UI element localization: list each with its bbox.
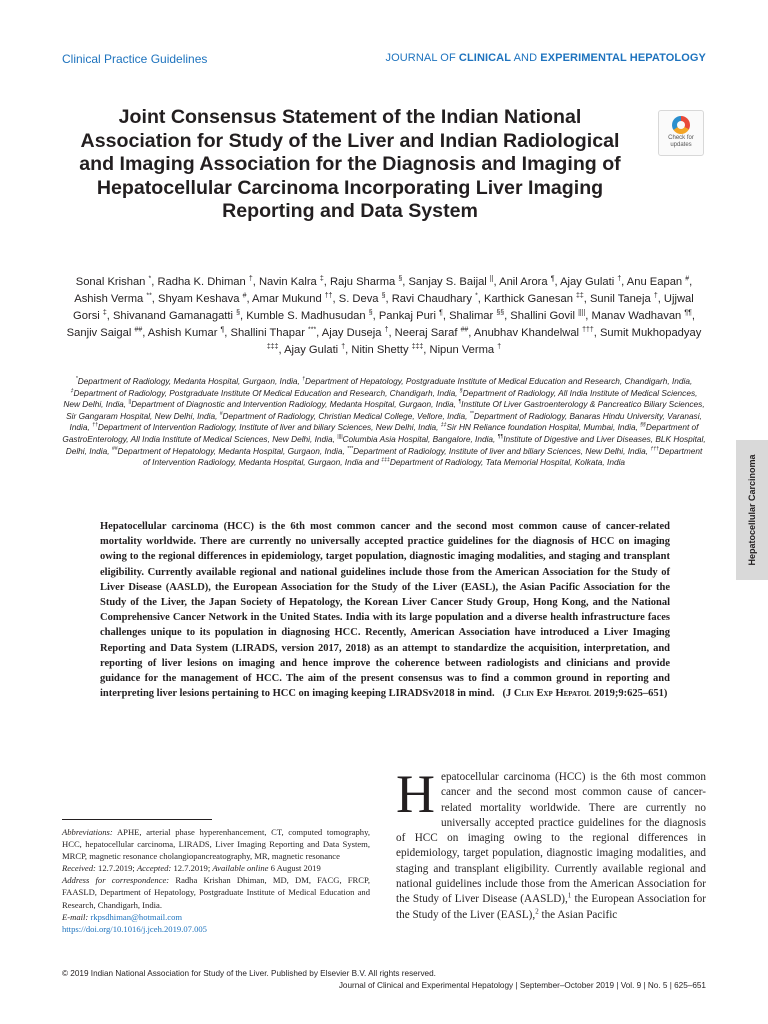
author-name[interactable]: Shivanand Gamanagatti [112,310,234,322]
affiliation-mark: ¶ [458,399,462,406]
author-affiliation-mark: ¶ [439,309,443,317]
author-affiliation-mark: † [341,343,346,351]
author-affiliation-mark: § [398,275,403,283]
author-entry [157,276,252,288]
affiliation-text: Department of Intervention Radiology, Institute of liver and biliary Sciences, New Delhi, India, [97,422,441,433]
author-entry [408,276,493,288]
affiliation-entry [112,446,347,456]
author-entry [510,310,585,322]
author-name[interactable]: Pankaj Puri [378,310,437,322]
author-affiliation-mark: * [475,292,478,300]
email-note [62,911,370,923]
author-entry [330,276,402,288]
author-entry [339,293,386,305]
affiliation-mark: || [128,399,132,406]
author-entry [627,276,689,288]
email-label: E-mail: [62,911,89,922]
affiliation-entry [441,422,640,432]
journal-name-prefix: JOURNAL OF [385,52,459,64]
author-entry [259,276,324,288]
author-affiliation-mark: ‡ [102,309,107,317]
author-affiliation-mark: † [384,326,389,334]
author-affiliation-mark: † [653,292,658,300]
author-entry [484,293,584,305]
author-affiliation-mark: # [242,292,247,300]
affiliation-mark: ††† [650,445,659,452]
online-label: Available online [212,863,269,874]
author-name[interactable]: Sanjay S. Baijal [408,276,487,288]
author-name[interactable]: Shyam Keshava [158,293,240,305]
author-entry [499,276,554,288]
affiliation-mark: ** [469,411,474,418]
author-name[interactable]: Anubhav Khandelwal [473,327,580,339]
copyright-notice: © 2019 Indian National Association for Study of the Liver. Published by Elsevier B.V. All rights reserved. [62,969,436,978]
affiliation-text: Sir HN Reliance foundation Hospital, Mumbai, India, [446,422,641,433]
author-affiliation-mark: ¶ [220,326,225,334]
author-affiliation-mark: * [148,275,152,283]
received-label: Received: [62,863,96,874]
affiliation-mark: § [459,387,463,394]
author-affiliation-mark: ¶ [550,275,555,283]
correspondence-note [62,874,370,910]
affiliation-mark: |||| [337,434,343,441]
email-link[interactable]: rkpsdhiman@hotmail.com [88,911,183,922]
author-name[interactable]: Navin Kalra [258,276,317,288]
abstract-citation: (J Clin Exp Hepatol 2019;9:625–651) [502,688,668,700]
journal-name-bold-1: CLINICAL [458,52,512,64]
affiliation-text: Department of GastroEnterology, All India Institute of Medical Sciences, New Delhi, India, [62,422,699,444]
author-affiliation-mark: ‡‡‡ [266,343,279,351]
author-name[interactable]: Manav Wadhavan [591,310,682,322]
author-entry [67,327,143,339]
affiliation-entry [128,399,458,409]
author-affiliation-mark: || [489,275,494,283]
author-entry [113,310,240,322]
author-name[interactable]: Radha K. Dhiman [157,276,246,288]
affiliation-text: Department of Diagnostic and Intervention Radiology, Medanta Hospital, Gurgaon, India, [131,399,459,410]
author-name[interactable]: Shallini Govil [510,310,575,322]
author-name[interactable]: Amar Mukund [252,293,322,305]
author-affiliation-mark: § [236,309,240,317]
affiliation-entry [347,446,650,456]
author-affiliation-mark: # [685,275,690,283]
author-affiliation-mark: |||| [578,309,586,317]
side-tab-label: Hepatocellular Carcinoma [747,454,757,566]
check-updates-line2: updates [670,141,692,148]
footnotes [62,826,370,935]
check-for-updates-button[interactable] [658,110,704,156]
affiliation-text: Columbia Asia Hospital, Bangalore, India, [342,433,498,444]
author-entry [148,327,224,339]
author-name[interactable]: Ashish Kumar [147,327,218,339]
abbreviations-text: APHE, arterial phase hyperenhancement, CT, computed tomography, HCC, hepatocellular carcinoma, LIRADS, Liver Imaging Reporting and Data System, MRCP, magnetic resonance cholangiopancreatography, MR, magnetic resonance [62,827,370,862]
author-entry [158,293,246,305]
section-label: Clinical Practice Guidelines [62,52,208,66]
author-entry [74,293,152,305]
affiliation-text: Department of Hepatology, Postgraduate Institute of Medical Education and Research, Chandigarh, India, [305,376,693,386]
affiliation-entry [71,388,460,398]
author-affiliation-mark: ‡‡ [576,292,584,300]
author-entry [284,344,345,356]
affiliation-text: Department of Radiology, Postgraduate Institute Of Medical Education and Research, Chandigarh, India, [73,387,460,398]
affiliation-mark: † [302,376,306,383]
check-updates-line1: Check for [668,135,694,141]
affiliation-mark: # [219,411,223,418]
author-name[interactable]: Nipun Verma [429,344,495,356]
author-affiliation-mark: † [248,275,253,283]
accepted-date: 12.7.2019; [171,863,213,874]
author-affiliation-mark: ‡ [319,275,324,283]
affiliation-text: Institute of Digestive and Liver Diseases, BLK Hospital, Delhi, India, [65,433,706,456]
author-affiliation-mark: § [381,292,386,300]
section-side-tab [736,440,768,580]
author-entry [379,310,443,322]
footnote-divider [62,819,212,820]
author-affiliation-mark: § [368,309,373,317]
author-entry [392,293,478,305]
affiliation-mark: ¶¶ [497,434,504,441]
affiliation-entry [337,434,497,444]
author-entry [592,310,692,322]
article-title: Joint Consensus Statement of the Indian National Association for Study of the Liver and Indian Radiological and Imaging Association for the Diagnosis and Imaging of Hepatocellular Carcinoma Incorporating Liver Imaging Reporting and Data System [79,106,621,222]
author-name[interactable]: Shallini Thapar [230,327,305,339]
author-name[interactable]: Sanjiv Saigal [66,327,132,339]
abstract [100,519,670,701]
author-entry [474,327,594,339]
received-date: 12.7.2019; [95,863,137,874]
author-name[interactable]: Raju Sharma [329,276,396,288]
affiliation-text: Department of Radiology, Banaras Hindu University, Varanasi, India, [69,410,702,433]
affiliation-entry [76,376,302,386]
author-name[interactable]: Nitin Shetty [351,344,409,356]
author-name[interactable]: Shalimar [449,310,494,322]
author-entry [76,276,151,288]
journal-name [386,52,707,64]
author-affiliation-mark: *** [308,326,317,334]
reference-link-1[interactable]: 1 [567,891,572,900]
drop-cap: H [396,764,435,824]
affiliation-text: Department of Hepatology, Medanta Hospital, Gurgaon, India, [117,445,348,456]
author-name[interactable]: Ravi Chaudhary [391,293,472,305]
author-entry [449,310,504,322]
affiliation-mark: ‡ [70,387,74,394]
author-name[interactable]: Kumble S. Madhusudan [246,310,366,322]
author-affiliation-mark: ¶¶ [684,309,692,317]
body-paragraph-part-2: the European Association for the Study of the Liver (EASL), [396,893,706,921]
affiliation-text: Department of Radiology, Christian Medical College, Vellore, India, [222,410,470,421]
crossmark-icon [672,116,690,134]
author-name[interactable]: Sumit Mukhopadyay [599,327,702,339]
affiliation-mark: *** [347,445,354,452]
footer-citation: Journal of Clinical and Experimental Hepatology | September–October 2019 | Vol. 9 | No. 5 | 625–651 [338,981,706,990]
author-name[interactable]: Sonal Krishan [75,276,146,288]
affiliation-mark: * [75,376,78,383]
author-affiliation-mark: † [497,343,502,351]
author-list: Sonal Krishan *, Radha K. Dhiman †, Navin Kalra ‡, Raju Sharma §, Sanjay S. Baijal ||, Anil Arora ¶, Ajay Gulati †, Anu Eapan #, Ashish Verma **, Shyam Keshava #, Amar Mukund ††, S. Deva §, Ravi Chaudhary *, Karthick Ganesan ‡‡, Sunil Taneja †, Ujjwal Gorsi ‡, Shivanand Gamanagatti §, Kumble S. Madhusudan §, Pankaj Puri ¶, Shalimar §§, Shallini Govil ||||, Manav Wadhavan ¶¶, Sanjiv Saigal ##, Ashish Kumar ¶, Shallini Thapar ***, Ajay Duseja †, Neeraj Saraf ##, Anubhav Khandelwal †††, Sumit Mukhopadyay ‡‡‡, Ajay Gulati †, Nitin Shetty ‡‡‡, Nipun Verma † [66,275,702,356]
address-text: Radha Krishan Dhiman, MD, DM, FACG, FRCP, FAASLD, Department of Hepatology, Postgraduate Institute of Medical Education and Research, Chandigarh, India. [62,875,370,910]
author-name[interactable]: Ajay Duseja [321,327,382,339]
affiliation-text: Department of Intervention Radiology, Medanta Hospital, Gurgaon, India and [142,445,703,468]
affiliation-text: Department of Radiology, Institute of liver and biliary Sciences, New Delhi, India, [353,445,651,456]
affiliation-text: Department of Radiology, Medanta Hospital, Gurgaon, India, [77,376,303,386]
affiliation-mark: ‡‡ [440,422,447,429]
affiliation-mark: ## [111,445,118,452]
author-name[interactable]: Sunil Taneja [589,293,651,305]
author-entry [429,344,501,356]
doi-link[interactable]: https://doi.org/10.1016/j.jceh.2019.07.005 [62,923,207,934]
author-affiliation-mark: ‡‡‡ [411,343,424,351]
author-affiliation-mark: † [617,275,622,283]
affiliation-entry [302,376,692,386]
author-affiliation-mark: †† [324,292,333,300]
journal-name-mid: AND [511,52,541,64]
body-paragraph-part-3: the Asian Pacific [538,908,618,921]
author-name[interactable]: Ujjwal Gorsi [73,293,694,322]
author-affiliation-mark: ## [460,326,469,334]
affiliation-text: Department of Radiology, Tata Memorial Hospital, Kolkata, India [389,457,626,468]
author-affiliation-mark: ††† [582,326,594,334]
affiliation-list [62,376,706,469]
author-name[interactable]: Anu Eapan [626,276,683,288]
author-entry [246,310,372,322]
author-entry [231,327,317,339]
affiliation-text: Institute Of Liver Gastroenterology & Pancreatico Biliary Sciences, Sir Gangaram Hospital, New Delhi, India, [66,399,705,421]
online-date: 6 August 2019 [268,863,321,874]
author-entry [395,327,469,339]
affiliation-entry [220,411,470,421]
affiliation-mark: †† [92,422,98,429]
journal-name-bold-2: EXPERIMENTAL HEPATOLOGY [540,52,706,64]
author-name[interactable]: Ashish Verma [74,293,144,305]
author-name[interactable]: S. Deva [338,293,379,305]
abstract-text: Hepatocellular carcinoma (HCC) is the 6th most common cancer and the second most common cause of cancer-related mortality worldwide. There are currently no universally accepted practice guidelines for the diagnosis of HCC on imaging owing to the regional differences in epidemiology, target population, diagnostic imaging modalities, and staging and transplant eligibility. Currently available regional and national guidelines include those from the American Association for the Study of Liver Disease (AASLD), the European Association for the Study of the Liver (EASL), the Asian Pacific Association for the Study of the Liver, the Japan Society of Hepatology, the Korean Liver Cancer Study Group, Hong Kong, and the National Comprehensive Cancer Network in the United States. India with its large population and a diverse health infrastructure faces challenges unique to its population in diagnosing HCC. Recently, American Association have introduced a Liver Imaging Reporting and Data System (LIRADS, version 2017, 2018) as an attempt to standardize the acquisition, interpretation, and reporting of liver lesions on imaging and hence improve the coherence between radiologists and clinicians and provide guidance for the management of HCC. The aim of the present consensus was to find a common ground in reporting and interpreting liver lesions pertaining to HCC on imaging keeping LIRADSv2018 in mind. [100,521,670,700]
body-column [396,764,706,923]
accepted-label: Accepted: [136,863,172,874]
dates-note [62,862,370,874]
affiliation-mark: §§ [640,422,646,429]
author-entry [590,293,658,305]
affiliation-text: Department of Radiology, All India Institute of Medical Sciences, New Delhi, India, [63,387,698,410]
author-affiliation-mark: ## [134,326,143,334]
body-paragraph-part-1: epatocellular carcinoma (HCC) is the 6th most common cancer and the second most common cause of cancer-related mortality worldwide. There are currently no universally accepted practice guidelines for the diagnosis of HCC on imaging owing to the regional differences in epidemiology, target population, diagnostic imaging modalities, and staging and transplant eligibility. Currently available regional and national guidelines include those from the American Association for the Study of Liver Disease (AASLD), [396,771,706,906]
author-affiliation-mark: §§ [496,309,505,317]
abbreviations-label: Abbreviations: [62,827,113,837]
author-entry [560,276,621,288]
author-name[interactable]: Karthick Ganesan [483,293,573,305]
affiliation-mark: ‡‡‡ [381,457,390,464]
reference-link-2[interactable]: 2 [535,906,539,915]
author-name[interactable]: Anil Arora [499,276,548,288]
author-name[interactable]: Ajay Gulati [560,276,615,288]
author-name[interactable]: Neeraj Saraf [394,327,458,339]
abbreviations-note [62,826,370,862]
author-entry [322,327,389,339]
author-entry [351,344,423,356]
affiliation-entry [381,457,625,467]
author-affiliation-mark: ** [146,292,152,300]
affiliation-entry [92,422,441,432]
author-entry [252,293,332,305]
address-label: Address for correspondence: [62,875,170,886]
author-name[interactable]: Ajay Gulati [284,344,339,356]
